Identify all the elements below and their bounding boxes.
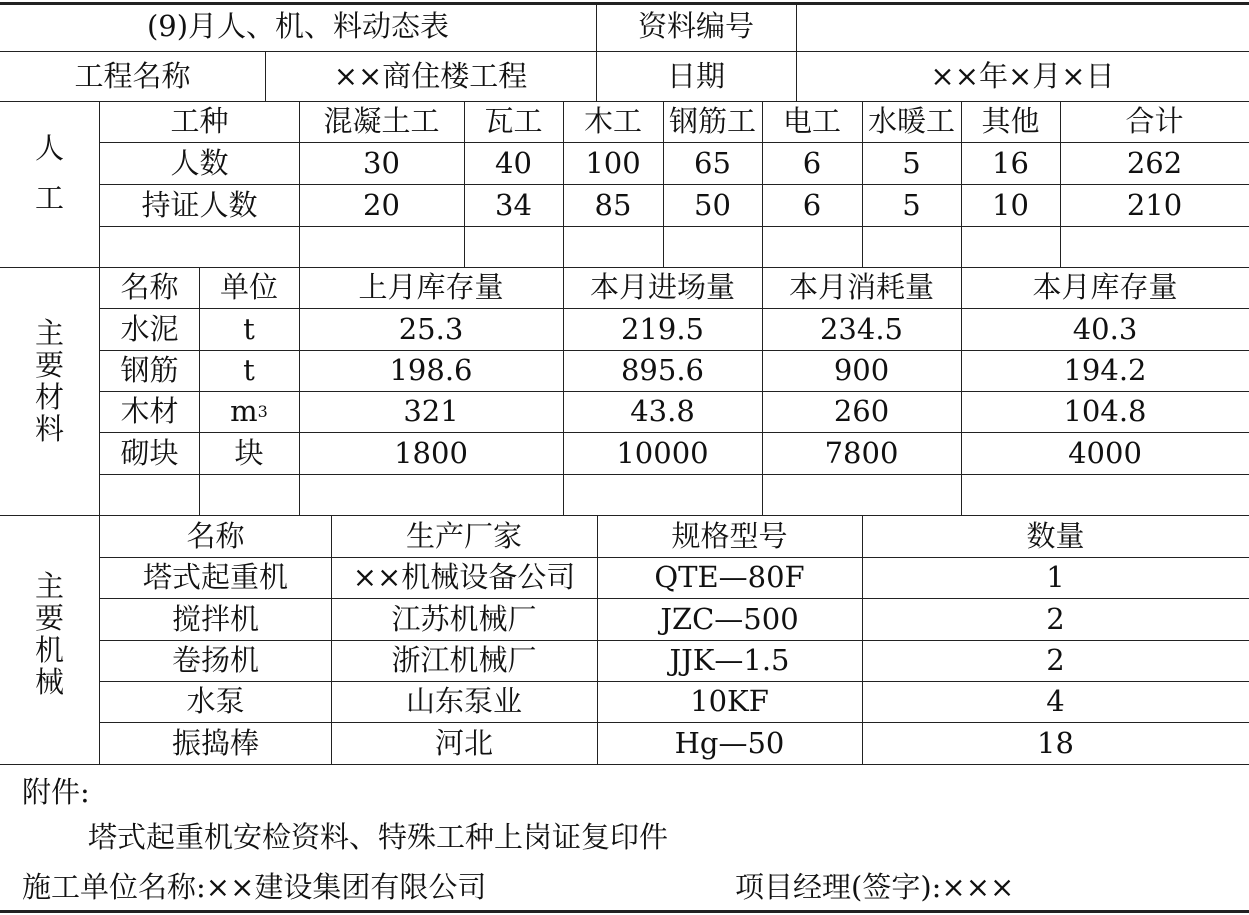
machine-model: Hg—50 [674, 725, 785, 760]
headcount-cell: 30 [363, 145, 400, 180]
machine-maker: 江苏机械厂 [391, 601, 537, 636]
machine-maker: 浙江机械厂 [391, 643, 537, 677]
attachment-label: 附件: [22, 775, 90, 809]
machine-qty: 4 [1046, 684, 1065, 718]
material-name: 砌块 [120, 435, 179, 470]
machine-qty: 2 [1046, 601, 1065, 636]
line-h [0, 764, 1249, 765]
material-consumed: 7800 [824, 435, 899, 470]
company-value: ××建设集团有限公司 [205, 870, 487, 904]
machine-qty: 18 [1037, 725, 1074, 760]
certified-cell: 5 [902, 187, 921, 222]
line-h [100, 226, 1249, 227]
material-col-header: 名称 [120, 270, 179, 304]
headcount-cell: 100 [585, 145, 641, 180]
material-consumed: 234.5 [819, 311, 904, 346]
machine-name: 水泵 [186, 684, 245, 718]
material-unit: m 3 [230, 394, 268, 428]
machine-maker: ××机械设备公司 [352, 560, 576, 594]
headcount-cell: 40 [495, 145, 532, 180]
certified-cell: 50 [694, 187, 731, 222]
material-current-stock: 104.8 [1063, 394, 1147, 428]
material-col-header: 本月进场量 [589, 270, 735, 304]
manager-field [735, 870, 1015, 904]
trade-header: 钢筋工 [668, 104, 756, 138]
trade-header: 水暖工 [867, 104, 955, 138]
form-title: (9)月人、机、料动态表 [146, 9, 450, 43]
certified-label: 持证人数 [141, 187, 258, 222]
material-incoming: 43.8 [630, 394, 695, 428]
material-incoming: 895.6 [620, 353, 705, 387]
certified-total: 210 [1126, 187, 1183, 222]
material-unit: t [243, 311, 255, 346]
attachment-text: 塔式起重机安检资料、特殊工种上岗证复印件 [88, 820, 669, 854]
machinery-section-label: 主 要 机 械 [34, 568, 64, 699]
certified-cell: 10 [992, 187, 1029, 222]
certified-cell: 20 [363, 187, 400, 222]
doc-no-label: 资料编号 [637, 9, 754, 43]
certified-cell: 6 [802, 187, 822, 222]
machine-qty: 2 [1046, 643, 1065, 677]
machine-maker: 河北 [434, 725, 493, 760]
material-last-stock: 321 [403, 394, 459, 428]
headcount-label: 人数 [170, 145, 229, 180]
headcount-cell: 6 [802, 145, 822, 180]
material-col-header: 单位 [219, 270, 278, 304]
company-label: 施工单位名称: [22, 870, 206, 904]
material-consumed: 260 [833, 394, 890, 428]
date-label: 日期 [666, 58, 725, 93]
machine-name: 卷扬机 [171, 643, 259, 677]
material-name: 钢筋 [120, 353, 179, 387]
manager-label: 项目经理(签字): [735, 870, 942, 904]
material-current-stock: 194.2 [1063, 353, 1147, 387]
labor-section-label: 人 工 [34, 131, 64, 215]
machine-model: QTE—80F [654, 560, 805, 594]
headcount-cell: 5 [902, 145, 921, 180]
doc-no-value [796, 2, 1249, 51]
machine-col-header: 生产厂家 [405, 518, 522, 553]
material-current-stock: 40.3 [1072, 311, 1138, 346]
trade-header: 合计 [1125, 104, 1184, 138]
material-last-stock: 25.3 [398, 311, 464, 346]
material-name: 木材 [120, 394, 179, 428]
machine-model: JZC—500 [660, 601, 799, 636]
trade-header: 瓦工 [484, 104, 543, 138]
trade-header: 混凝土工 [323, 104, 440, 138]
trade-label: 工种 [170, 104, 229, 138]
material-current-stock: 4000 [1068, 435, 1142, 470]
material-last-stock: 1800 [394, 435, 468, 470]
trade-header: 电工 [782, 104, 841, 138]
machine-model: JJK—1.5 [669, 643, 790, 677]
machine-col-header: 规格型号 [671, 518, 788, 553]
manager-value: ××× [941, 870, 1015, 904]
certified-cell: 85 [594, 187, 632, 222]
machine-name: 振捣棒 [171, 725, 259, 760]
machine-col-header: 名称 [186, 518, 245, 553]
project-value: ××商住楼工程 [333, 58, 528, 93]
machine-model: 10KF [690, 684, 769, 718]
trade-header: 其他 [981, 104, 1040, 138]
machine-maker: 山东泵业 [405, 684, 522, 718]
certified-cell: 34 [495, 187, 532, 222]
project-label: 工程名称 [74, 58, 191, 93]
material-unit: 块 [234, 435, 264, 470]
materials-section-label: 主 要 材 料 [34, 316, 64, 446]
headcount-cell: 65 [694, 145, 731, 180]
trade-header: 木工 [583, 104, 642, 138]
material-last-stock: 198.6 [389, 353, 473, 387]
line-h [100, 474, 1249, 475]
material-name: 水泥 [120, 311, 179, 346]
machine-col-header: 数量 [1026, 518, 1085, 553]
border-bottom [0, 910, 1249, 913]
material-incoming: 10000 [616, 435, 709, 470]
company-field [22, 870, 487, 904]
material-incoming: 219.5 [620, 311, 705, 346]
machine-name: 塔式起重机 [142, 560, 288, 594]
material-col-header: 本月消耗量 [788, 270, 934, 304]
headcount-cell: 16 [992, 145, 1029, 180]
machine-qty: 1 [1046, 560, 1065, 594]
material-consumed: 900 [833, 353, 890, 387]
material-unit: t [243, 353, 255, 387]
material-col-header: 本月库存量 [1032, 270, 1178, 304]
date-value: ××年×月×日 [930, 58, 1115, 93]
material-col-header: 上月库存量 [358, 270, 504, 304]
headcount-total: 262 [1126, 145, 1183, 180]
machine-name: 搅拌机 [171, 601, 259, 636]
